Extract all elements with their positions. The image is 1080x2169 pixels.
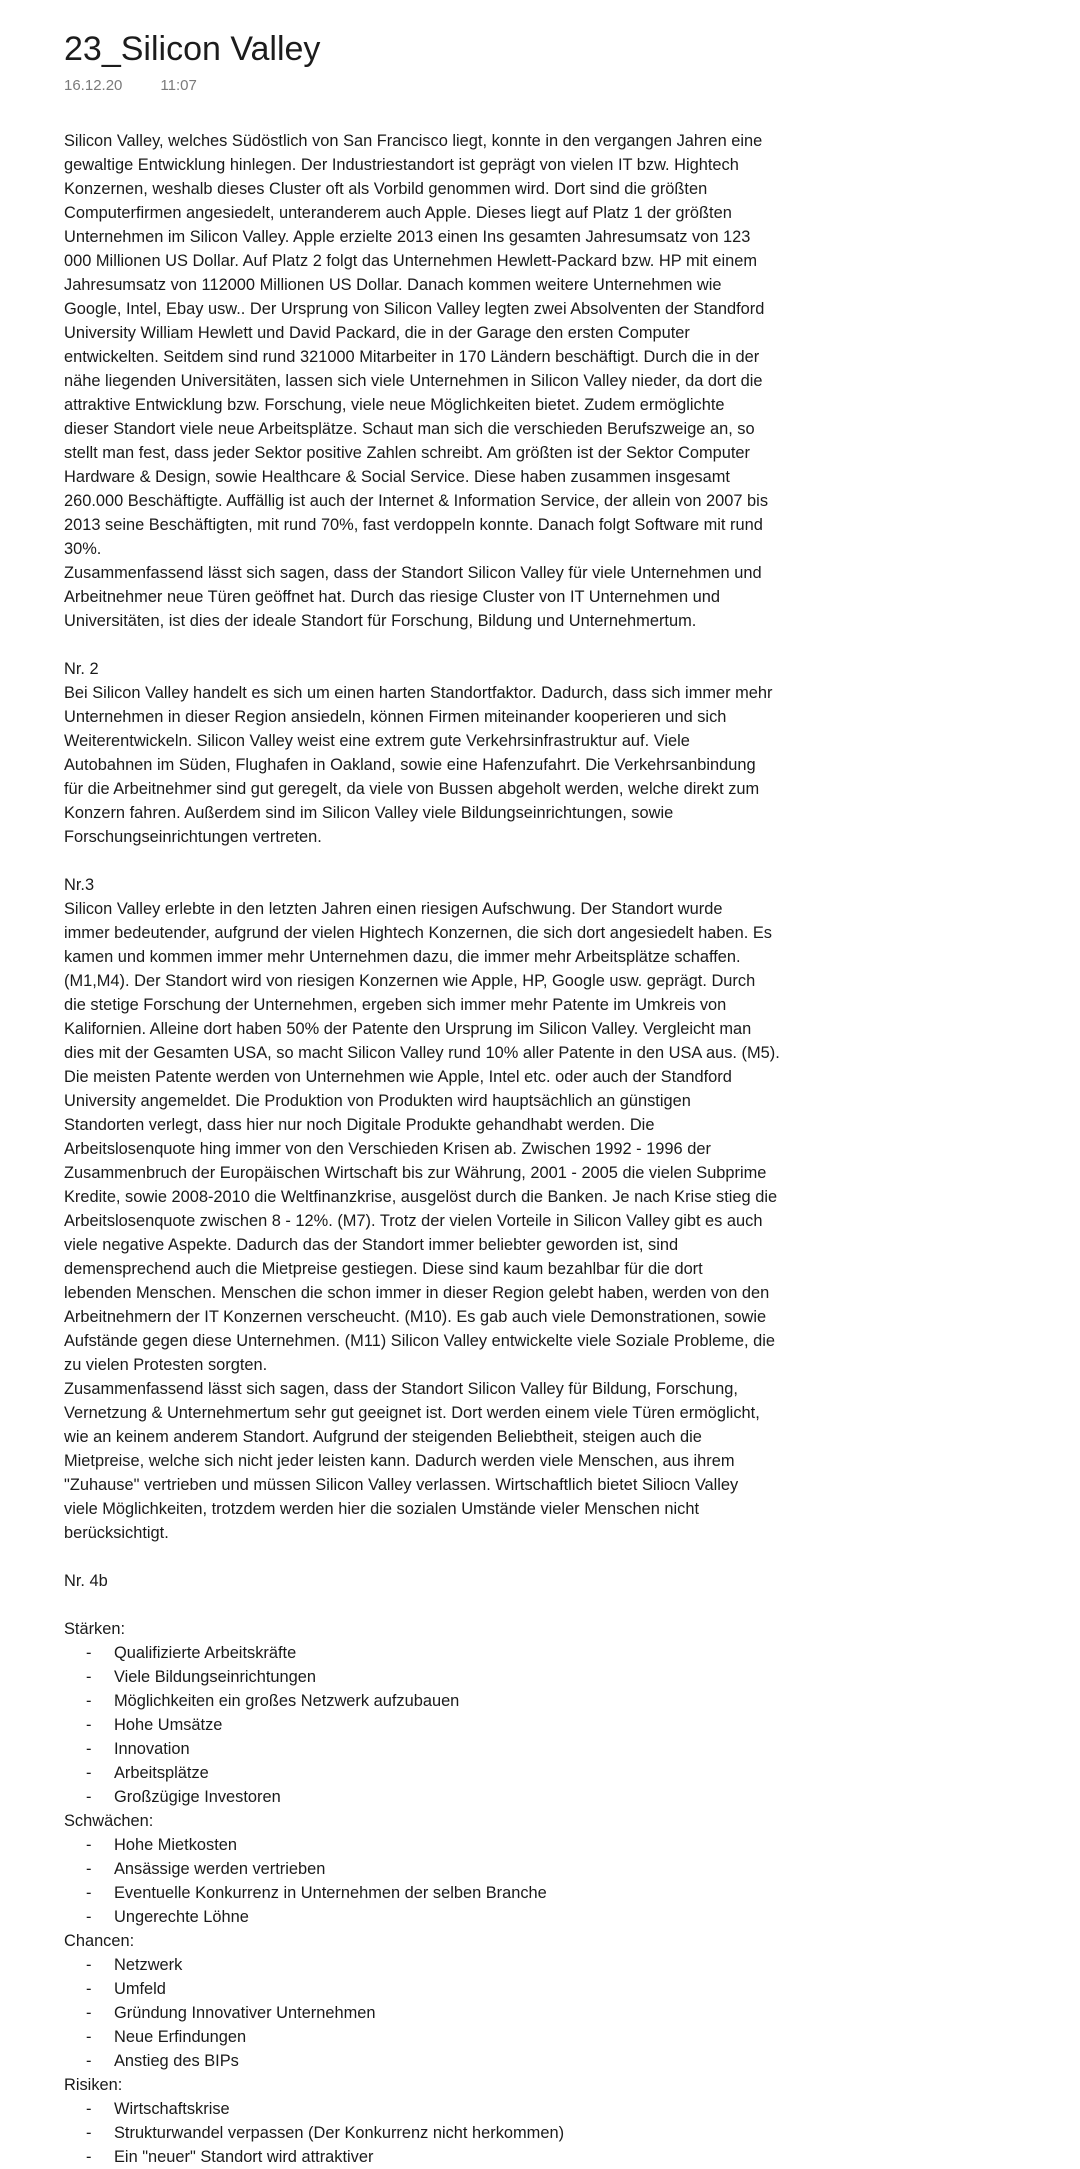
- list-item-text: Hohe Umsätze: [114, 1716, 223, 1734]
- nr3-paragraph: Silicon Valley erlebte in den letzten Jahren einen riesigen Aufschwung. Der Standort wurde immer bedeutender, aufgrund der vielen Hightech Konzernen, die sich dort angesiedelt haben. Es kamen und kommen immer mehr Unternehmen dazu, die immer mehr Arbeitsplätze schaffen. (M1,M4). Der Standort wird von riesigen Konzernen wie Apple, HP, Google usw. geprägt. Durch die stetige Forschung der Unternehmen, ergeben sich immer mehr Patente im Umkreis von Kalifornien. Alleine dort haben 50% der Patente den Ursprung im Silicon Valley. Vergleicht man dies mit der Gesamten USA, so macht Silicon Valley rund 10% aller Patente in den USA aus. (M5). Die meisten Patente werden von Unternehmen wie Apple, Intel etc. oder auch der Standford University angemeldet. Die Produktion von Produkten wird hauptsächlich an günstigen Standorten verlegt, dass hier nur noch Digitale Produkte gehandhabt werden. Die Arbeitslosenquote hing immer von den Verschieden Krisen ab. Zwischen 1992 - 1996 der Zusammenbruch der Europäischen Wirtschaft bis zur Währung, 2001 - 2005 die vielen Subprime Kredite, sowie 2008-2010 die Weltfinanzkrise, ausgelöst durch die Banken. Je nach Krise stieg die Arbeitslosenquote zwischen 8 - 12%. (M7). Trotz der vielen Vorteile in Silicon Valley gibt es auch viele negative Aspekte. Dadurch das der Standort immer beliebter geworden ist, sind demensprechend auch die Mietpreise gestiegen. Diese sind kaum bezahlbar für die dort lebenden Menschen. Menschen die schon immer in dieser Region gelebt haben, werden von den Arbeitnehmern der IT Konzernen verscheucht. (M10). Es gab auch viele Demonstrationen, sowie Aufstände gegen diese Unternehmen. (M11) Silicon Valley entwickelte viele Soziale Probleme, die zu vielen Protesten sorgten. Zusammenfassend lässt sich sagen, dass der Standort Silicon Valley für Bildung, Forschung, Vernetzung & Unternehmertum sehr gut geeignet ist. Dort werden einem viele Türen ermöglicht, wie an keinem anderem Standort. Aufgrund der steigenden Beliebtheit, steigen auch die Mietpreise, welche sich nicht jeder leisten kann. Dadurch werden viele Menschen, aus ihrem "Zuhause" vertrieben und müssen Silicon Valley verlassen. Wirtschaftlich bietet Siliocn Valley viele Möglichkeiten, trotzdem werden hier die sozialen Umstände vieler Menschen nicht berücksichtigt.: [64, 900, 780, 1542]
- list-item-text: Arbeitsplätze: [114, 1764, 209, 1782]
- list-item-text: Großzügige Investoren: [114, 1788, 281, 1806]
- dash-bullet: -: [86, 2004, 92, 2022]
- section-heading-nr4b: Nr. 4b: [64, 1572, 108, 1590]
- list-item-text: Eventuelle Konkurrenz in Unternehmen der selben Branche: [114, 1884, 547, 1902]
- list-item: [86, 1857, 854, 1881]
- dash-bullet: -: [86, 2028, 92, 2046]
- section-heading-nr3: Nr.3: [64, 876, 95, 894]
- swot-label-staerken: Stärken:: [64, 1620, 126, 1638]
- list-item: [86, 1737, 854, 1761]
- dash-bullet: -: [86, 2124, 92, 2142]
- dash-bullet: -: [86, 1956, 92, 1974]
- dash-bullet: -: [86, 1764, 92, 1782]
- swot-label-chancen: Chancen:: [64, 1932, 135, 1950]
- list-item: [86, 1713, 854, 1737]
- list-item: [86, 2049, 854, 2073]
- list-item: [86, 1833, 854, 1857]
- list-item-text: Netzwerk: [114, 1956, 183, 1974]
- list-item-text: Anstieg des BIPs: [114, 2052, 239, 2070]
- list-item-text: Qualifizierte Arbeitskräfte: [114, 1644, 297, 1662]
- swot-label-schwaechen: Schwächen:: [64, 1812, 154, 1830]
- dash-bullet: -: [86, 2148, 92, 2166]
- dash-bullet: -: [86, 1884, 92, 1902]
- list-item-text: Umfeld: [114, 1980, 166, 1998]
- swot-label-risiken: Risiken:: [64, 2076, 123, 2094]
- spacer: [64, 633, 854, 657]
- note-page: [64, 26, 854, 2169]
- list-item-text: Ein "neuer" Standort wird attraktiver: [114, 2148, 374, 2166]
- note-meta: [64, 76, 854, 96]
- spacer: [64, 849, 854, 873]
- dash-bullet: -: [86, 2052, 92, 2070]
- list-item-text: Gründung Innovativer Unternehmen: [114, 2004, 376, 2022]
- list-item: [86, 1761, 854, 1785]
- list-item: [86, 1785, 854, 1809]
- dash-bullet: -: [86, 2100, 92, 2118]
- list-item-text: Ansässige werden vertrieben: [114, 1860, 326, 1878]
- dash-bullet: -: [86, 1644, 92, 1662]
- note-date: 16.12.20: [64, 77, 123, 94]
- list-item-text: Strukturwandel verpassen (Der Konkurrenz nicht herkommen): [114, 2124, 565, 2142]
- swot-items-risiken: [64, 2097, 854, 2169]
- dash-bullet: -: [86, 1716, 92, 1734]
- spacer: [64, 1545, 854, 1569]
- list-item: [86, 2097, 854, 2121]
- swot-list: [64, 1617, 854, 2169]
- list-item: [86, 1881, 854, 1905]
- list-item-text: Viele Bildungseinrichtungen: [114, 1668, 316, 1686]
- swot-items-chancen: [64, 1953, 854, 2073]
- list-item-text: Möglichkeiten ein großes Netzwerk aufzubauen: [114, 1692, 460, 1710]
- list-item: [86, 2121, 854, 2145]
- note-time: 11:07: [160, 77, 197, 94]
- list-item: [86, 1665, 854, 1689]
- nr2-paragraph: Bei Silicon Valley handelt es sich um einen harten Standortfaktor. Dadurch, dass sich immer mehr Unternehmen in dieser Region ansiedeln, können Firmen miteinander kooperieren und sich Weiterentwickeln. Silicon Valley weist eine extrem gute Verkehrsinfrastruktur auf. Viele Autobahnen im Süden, Flughafen in Oakland, sowie eine Hafenzufahrt. Die Verkehrsanbindung für die Arbeitnehmer sind gut geregelt, da viele von Bussen abgeholt werden, welche direkt zum Konzern fahren. Außerdem sind im Silicon Valley viele Bildungseinrichtungen, sowie Forschungseinrichtungen vertreten.: [64, 684, 773, 846]
- list-item: [86, 1977, 854, 2001]
- dash-bullet: -: [86, 1740, 92, 1758]
- dash-bullet: -: [86, 1908, 92, 1926]
- dash-bullet: -: [86, 1836, 92, 1854]
- list-item: [86, 2001, 854, 2025]
- note-content[interactable]: [64, 129, 854, 2169]
- swot-items-staerken: [64, 1641, 854, 1809]
- list-item-text: Neue Erfindungen: [114, 2028, 247, 2046]
- list-item-text: Ungerechte Löhne: [114, 1908, 249, 1926]
- list-item-text: Wirtschaftskrise: [114, 2100, 230, 2118]
- swot-items-schwaechen: [64, 1833, 854, 1929]
- list-item-text: Hohe Mietkosten: [114, 1836, 237, 1854]
- dash-bullet: -: [86, 1788, 92, 1806]
- dash-bullet: -: [86, 1668, 92, 1686]
- note-title[interactable]: 23_Silicon Valley: [64, 30, 321, 68]
- list-item: [86, 1689, 854, 1713]
- spacer: [64, 1593, 854, 1617]
- list-item-text: Innovation: [114, 1740, 190, 1758]
- dash-bullet: -: [86, 1692, 92, 1710]
- dash-bullet: -: [86, 1860, 92, 1878]
- dash-bullet: -: [86, 1980, 92, 1998]
- list-item: [86, 2145, 854, 2169]
- list-item: [86, 2025, 854, 2049]
- list-item: [86, 1641, 854, 1665]
- list-item: [86, 1953, 854, 1977]
- section-heading-nr2: Nr. 2: [64, 660, 99, 678]
- intro-paragraph: Silicon Valley, welches Südöstlich von San Francisco liegt, konnte in den vergangen Jahren eine gewaltige Entwicklung hinlegen. Der Industriestandort ist geprägt von vielen IT bzw. Hightech Konzernen, weshalb dieses Cluster oft als Vorbild genommen wird. Dort sind die größten Computerfirmen angesiedelt, unteranderem auch Apple. Dieses liegt auf Platz 1 der größten Unternehmen im Silicon Valley. Apple erzielte 2013 einen Ins gesamten Jahresumsatz von 123 000 Millionen US Dollar. Auf Platz 2 folgt das Unternehmen Hewlett-Packard bzw. HP mit einem Jahresumsatz von 112000 Millionen US Dollar. Danach kommen weitere Unternehmen wie Google, Intel, Ebay usw.. Der Ursprung von Silicon Valley legten zwei Absolventen der Standford University William Hewlett und David Packard, die in der Garage den ersten Computer entwickelten. Seitdem sind rund 321000 Mitarbeiter in 170 Ländern beschäftigt. Durch die in der nähe liegenden Universitäten, lassen sich viele Unternehmen in Silicon Valley nieder, da dort die attraktive Entwicklung bzw. Forschung, viele neue Möglichkeiten bietet. Zudem ermöglichte dieser Standort viele neue Arbeitsplätze. Schaut man sich die verschieden Berufszweige an, so stellt man fest, dass jeder Sektor positive Zahlen schreibt. Am größten ist der Sektor Computer Hardware & Design, sowie Healthcare & Social Service. Diese haben zusammen insgesamt 260.000 Beschäftigte. Auffällig ist auch der Internet & Information Service, der allein von 2007 bis 2013 seine Beschäftigten, mit rund 70%, fast verdoppeln konnte. Danach folgt Software mit rund 30%. Zusammenfassend lässt sich sagen, dass der Standort Silicon Valley für viele Unternehmen und Arbeitnehmer neue Türen geöffnet hat. Durch das riesige Cluster von IT Unternehmen und Universitäten, ist dies der ideale Standort für Forschung, Bildung und Unternehmertum.: [64, 132, 769, 630]
- list-item: [86, 1905, 854, 1929]
